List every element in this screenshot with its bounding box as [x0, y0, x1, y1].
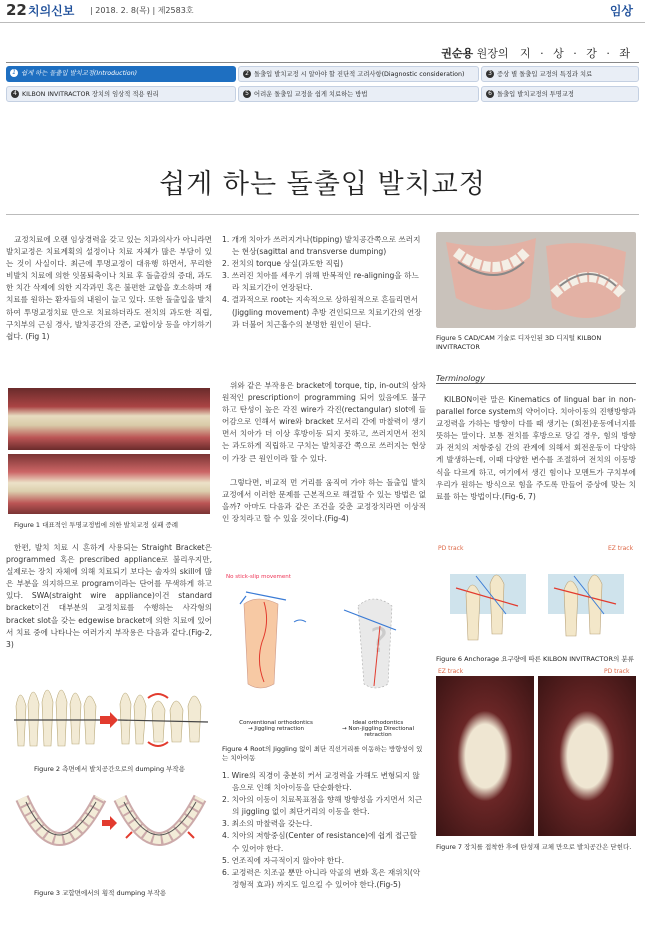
divider	[6, 62, 639, 63]
col1-body	[6, 542, 212, 663]
pd-track-label-2: PD track	[604, 668, 630, 675]
fig1-photo-bottom	[8, 454, 210, 514]
fig2-caption: Figure 2 측면에서 발치공간으로의 dumping 부작용	[34, 765, 185, 773]
fig1-photo-top	[8, 388, 210, 450]
fig6-caption: Figure 6 Anchorage 요구량에 따른 KILBON INVITRACTOR의 분류	[436, 655, 634, 663]
list-item: 6. 교정력은 치조골 뿐만 아니라 악골의 변화 혹은 재위치(악정형적 효과) 까지도 일으킬 수 있어야 한다.(Fig-5)	[222, 867, 421, 889]
author-name: 권순용	[441, 47, 474, 60]
fig5-caption: Figure 5 CAD/CAM 기술로 디자인된 3D 디지털 KILBON INVITRACTOR	[436, 334, 602, 351]
publication-name: 치의신보	[28, 4, 75, 18]
paragraph: KILBON이란 말은 Kinematics of lingual bar in non-parallel force system의 약어이다. 치아이동의 진행방향과 교정력을 가하는 방향이 다를 때 생기는 (회전)운동에너지를 뜻하는 말이다. 보통 전치를 후방으로 당길 경우, 힘의 방향과 전치의 저항중심 간의 관계에 의해서 회전운동이 다양하게 발생하는데, 이때 다양한 변수를 조절하여 전치의 이동방식을 다르게 하고, 여기에서 생긴 힘이나 모멘트가 구치부에 우리가 원하는 방식으로 힘을 주도록 만들어 증상에 맞는 치료를 하는 방법이다.(Fig-6, 7)	[436, 395, 636, 501]
paragraph: 교정치료에 오랜 임상경력을 갖고 있는 치과의사가 아니라면 발치교정은 치료계획의 설정이나 치료 자체가 많은 부담이 있는 것이 사실이다. 최근에 투명교정이 대유행 하면서, 무리한 비발치 치료에 의한 잇몸퇴축이나 치료 후 돌출감의 증대, 과도한 치간 삭제에 의한 지각과민 혹은 불편한 교합을 호소하며 재치료를 원하는 환자들의 내원이 늘고 있다. 또한 돌출입을 발치하여 투명교정치료 만으로 치료하더라도 전치의 과도한 직립, 구치부의 근심 경사, 발치공간의 잔존, 교합이상 등을 야기하기 쉽다. (Fig 1)	[6, 235, 212, 341]
author-suffix: 원장의	[476, 47, 509, 60]
toc-item-1[interactable]: 1 쉽게 하는 돌출입 발치교정(Introduction)	[6, 66, 236, 82]
col2-list2	[222, 770, 426, 891]
list-item: 1. 개개 치아가 쓰러지거나(tipping) 발치공간쪽으로 쓰러지는 현상(sagittal and transverse dumping)	[222, 235, 421, 257]
lecture-name: 지 · 상 · 강 · 좌	[520, 47, 633, 60]
list-item: 4. 치아의 저항중심(Center of resistance)에 쉽게 접근할 수 있어야 한다.	[222, 831, 417, 853]
fig7-photo-right	[538, 676, 636, 836]
pd-track-label: PD track	[438, 545, 464, 552]
fig4-diagram	[224, 582, 428, 716]
fig6-diagram	[436, 554, 636, 650]
ez-track-label-2: EZ track	[438, 668, 464, 675]
list-item: 1. Wire의 직경이 충분히 커서 교정력을 가해도 변형되지 않음으로 인해 치아이동을 단순화한다.	[222, 771, 420, 793]
ez-track-label: EZ track	[608, 545, 634, 552]
fig7-photo-left	[436, 676, 534, 836]
title-divider	[6, 214, 639, 215]
fig4-caption: Figure 4 Root의 Jiggling 없이 최단 직선거리를 이동하는 방향성이 있는 치아이동	[222, 745, 423, 762]
paragraph: 한편, 발치 치료 시 흔하게 사용되는 Straight Bracket은 programmed 혹은 prescribed appliance로 불리우지만, 실제로는 장치 자체에 의해 치료되기 보다는 술자의 skill에 많은 부분을 의지하므로 program이라는 단어를 무색하게 하고 있다. SWA(straight wire appliance)이건 standard bracket이건 대부분의 교정치료를 수행하는 사각형의 bracket slot을 갖는 edgewise bracket에 의한 치료에 있어서 치료 중에 나타나는 여러가지 부작용은 다음과 같다.(Fig-2, 3)	[6, 543, 212, 649]
col1-intro	[6, 234, 212, 355]
fig4-left-label: Conventional orthodontics → Jiggling retraction	[239, 720, 313, 732]
toc-item-6[interactable]: 6 돌출입 발치교정의 투명교정	[481, 86, 639, 102]
toc-item-3[interactable]: 3 증상 별 돌출입 교정의 특징과 치료	[481, 66, 639, 82]
toc-item-5[interactable]: 5 어려운 돌출입 교정을 쉽게 치료하는 방법	[238, 86, 479, 102]
fig2-diagram	[8, 676, 212, 760]
terminology-heading: Terminology	[436, 374, 636, 384]
publication-info: | 2018. 2. 8(목) | 제2583호	[90, 6, 194, 15]
page-number: 22	[6, 1, 27, 19]
list-item: 5. 연조직에 자극적이지 않아야 한다.	[222, 855, 345, 865]
fig5-image	[436, 232, 636, 328]
section-label: 임상	[609, 4, 633, 18]
paragraph: 위와 같은 부작용은 bracket에 torque, tip, in-out의 삼차원적인 prescription이 programming 되어 있음에도 불구하고 탄성이 높은 각진 wire가 각진(rectangular) slot에 들어감으로 인해서 wire와 bracket 모서리 간에 마찰력이 생기면서 치아가 더 이상 후방이동 되지 못하고, 쓰러지면서 전치는 과도하게 직립하고 구치는 발치공간 쪽으로 쓰러지는 현상이 가장 큰 원인이라 할 수 있다.	[222, 381, 426, 463]
paragraph: 그렇다면, 비교적 먼 거리를 움직여 가야 하는 돌출입 발치교정에서 이러한 문제를 근본적으로 해결할 수 있는 방법은 없을까? 아마도 다음과 같은 조건을 갖춘 교정장치라면 이상적인 장치라고 할 수 있을 것이다.(Fig-4)	[222, 477, 426, 523]
col3-body	[436, 394, 636, 515]
series-title	[441, 45, 633, 61]
col2-list1	[222, 234, 426, 331]
svg-text:?: ?	[370, 621, 389, 661]
list-item: 4. 결과적으로 root는 지속적으로 상하원적으로 흔들리면서(Jiggling movement) 추방 견인되므로 치료기간의 연장과 더불어 치근흡수의 분명한 원인이 된다.	[222, 295, 422, 329]
fig3-diagram	[8, 784, 212, 884]
list-item: 2. 전치의 torque 상실(과도한 직립)	[222, 259, 344, 269]
toc-item-4[interactable]: 4 KILBON INVITRACTOR 장치의 임상적 적용 원리	[6, 86, 236, 102]
fig3-caption: Figure 3 교합면에서의 횡적 dumping 부작용	[34, 889, 167, 897]
fig1-caption: Figure 1 대표적인 투명교정법에 의한 발치교정 실패 증례	[14, 521, 179, 529]
fig5-render	[436, 232, 636, 328]
fig4-right-label: Ideal orthodontics → Non-jiggling Directional retraction	[341, 720, 415, 738]
list-item: 2. 치아의 이동이 치료목표점을 향해 방향성을 가지면서 치근의 jiggling 없이 최단거리의 이동을 한다.	[222, 795, 423, 817]
fig4-top-label: No stick-slip movement	[226, 574, 291, 580]
fig7-caption: Figure 7 장치를 접착한 후에 탄성재 교체 만으로 발치공간은 닫힌다.	[436, 843, 632, 851]
list-item: 3. 최소의 마찰력을 갖는다.	[222, 819, 313, 829]
article-title: 쉽게 하는 돌출입 발치교정	[159, 169, 486, 200]
toc-item-2[interactable]: 2 돌출입 발치교정 시 알아야 할 진단적 고려사항(Diagnostic consideration)	[238, 66, 479, 82]
col2-body	[222, 380, 426, 537]
list-item: 3. 쓰러진 치아를 세우기 위해 반복적인 re-aligning을 하느라 치료기간이 연장된다.	[222, 271, 419, 293]
